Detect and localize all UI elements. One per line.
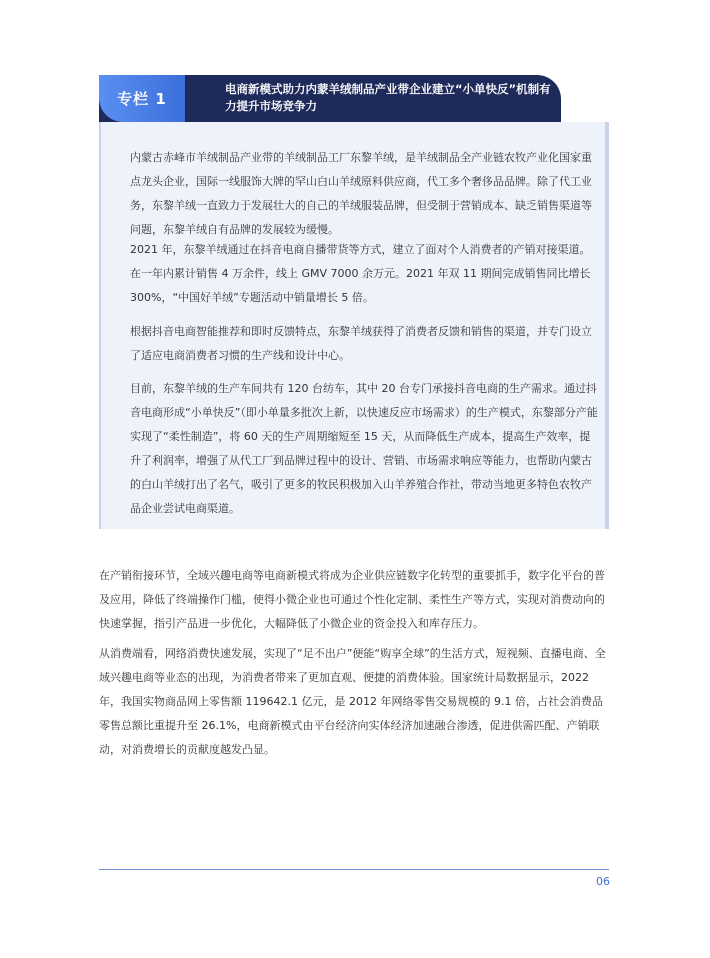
column-tag-label: 专栏 1 [117, 90, 167, 108]
body-paragraph: 在产销衔接环节，全域兴趣电商等电商新模式将成为企业供应链数字化转型的重要抓手，数字化平台的普及应用，降低了终端操作门槛，使得小微企业也可通过个性化定制、柔性生产等方式，实现对消费动向的快速掌握，指引产品进一步优化，大幅降低了小微企业的资金投入和库存压力。 [99, 569, 605, 630]
column-box-border [605, 122, 609, 529]
column-title: 电商新模式助力内蒙羊绒制品产业带企业建立“小单快反”机制有力提升市场竞争力 [225, 82, 551, 113]
column-tag [99, 75, 185, 122]
column-box-header [99, 75, 561, 122]
column-paragraph: 内蒙古赤峰市羊绒制品产业带的羊绒制品工厂东黎羊绒，是羊绒制品全产业链农牧产业化国家重点龙头企业，国际一线服饰大牌的罕山白山羊绒原料供应商，代工多个奢侈品品牌。除了代工业务，东黎羊绒一直致力于发展壮大的自己的羊绒服装品牌，但受制于营销成本、缺乏销售渠道等问题，东黎羊绒自有品牌的发展较为缓慢。 [130, 151, 592, 236]
body-paragraph: 从消费端看，网络消费快速发展，实现了“足不出户”便能“购享全球”的生活方式，短视频、直播电商、全域兴趣电商等业态的出现，为消费者带来了更加直观、便捷的消费体验。国家统计局数据显示，2022 年，我国实物商品网上零售额 119642.1 亿元，是 2012 年网络零售交易规模的 9.1 倍，占社会消费品零售总额比重提升至 26.1%，电商新模式由平台经济向实体经济加速融合渗透，促进供需匹配、产销联动，对消费增长的贡献度越发凸显。 [99, 647, 606, 756]
column-paragraph: 根据抖音电商智能推荐和即时反馈特点，东黎羊绒获得了消费者反馈和销售的渠道，并专门设立了适应电商消费者习惯的生产线和设计中心。 [130, 325, 592, 362]
column-paragraph: 目前，东黎羊绒的生产车间共有 120 台纺车，其中 20 台专门承接抖音电商的生产需求。通过抖音电商形成“小单快反”（即小单量多批次上新，以快速反应市场需求）的生产模式，东黎部分产能实现了“柔性制造”，将 60 天的生产周期缩短至 15 天，从而降低生产成本，提高生产效率，提升了利润率，增强了从代工厂到品牌过程中的设计、营销、市场需求响应等能力，也帮助内蒙古的白山羊绒打出了名气，吸引了更多的牧民积极加入山羊养殖合作社，带动当地更多特色农牧产品企业尝试电商渠道。 [130, 382, 598, 515]
page-number: 06 [596, 875, 610, 888]
footer-divider [99, 869, 609, 870]
column-box-body [99, 122, 609, 529]
column-paragraph: 2021 年，东黎羊绒通过在抖音电商自播带货等方式，建立了面对个人消费者的产销对接渠道。在一年内累计销售 4 万余件，线上 GMV 7000 余万元。2021 年双 11 期间完成销售同比增长 300%，“中国好羊绒”专题活动中销量增长 5 倍。 [130, 243, 591, 304]
